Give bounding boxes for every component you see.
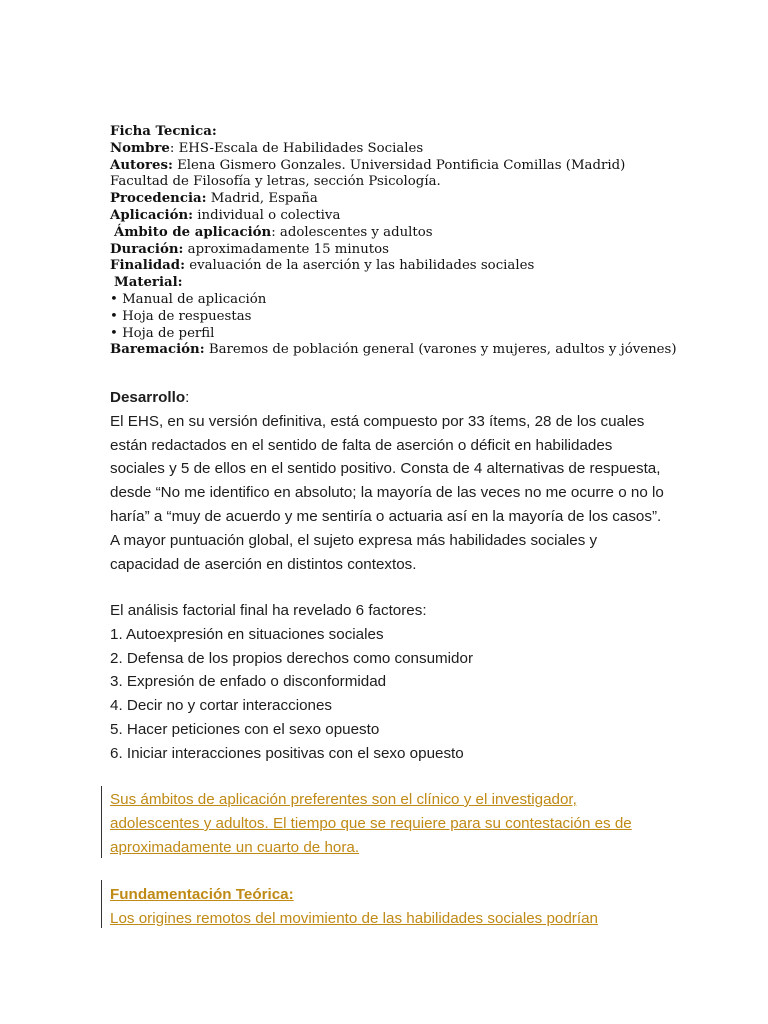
factor-item: 5. Hacer peticiones con el sexo opuesto <box>110 720 380 738</box>
factores-intro: El análisis factorial final ha revelado 6 factores: <box>110 602 427 619</box>
aplicacion-value: individual o colectiva <box>193 207 341 223</box>
material-item: • Hoja de respuestas <box>110 308 252 324</box>
baremacion-line <box>110 342 677 359</box>
fundamentacion-text: Los origines remotos del movimiento de las habilidades sociales podrían <box>110 909 598 927</box>
change-bar <box>101 786 102 858</box>
finalidad-label: Finalidad: <box>110 258 185 274</box>
procedencia-line <box>110 191 670 208</box>
autores-value: Elena Gismero Gonzales. Universidad Pontificia Comillas (Madrid) Facultad de Filosofía y letras, sección Psicología. <box>110 157 626 190</box>
aplicacion-label: Aplicación: <box>110 207 194 223</box>
material-item: • Hoja de perfil <box>110 325 215 341</box>
desarrollo-section <box>110 386 670 576</box>
duracion-line <box>110 242 670 259</box>
nombre-label: Nombre <box>110 140 170 156</box>
baremacion-label: Baremación: <box>110 342 205 358</box>
material-label: Material: <box>114 275 183 291</box>
change-bar <box>101 880 102 928</box>
ambitos-text: Sus ámbitos de aplicación preferentes son el clínico y el investigador, adolescentes y adultos. El tiempo que se requiere para su contestación es de aproximadamente un cuarto de hora. <box>110 791 632 856</box>
desarrollo-paragraph: El EHS, en su versión definitiva, está compuesto por 33 ítems, 28 de los cuales están redactados en el sentido de falta de aserción o déficit en habilidades sociales y 5 de ellos en el sentido positivo. Consta de 4 alternativas de respuesta, desde “No me identifico en absoluto; la mayoría de las veces no me ocurre o no lo haría” a “muy de acuerdo y me sentiría o actuaria así en la mayoría de los casos”. A mayor puntuación global, el sujeto expresa más habilidades sociales y capacidad de aserción en distintos contextos. <box>110 412 664 573</box>
autores-line <box>110 158 670 192</box>
finalidad-value: evaluación de la aserción y las habilidades sociales <box>185 258 535 274</box>
baremacion-value: Baremos de población general (varones y mujeres, adultos y jóvenes) <box>204 342 677 358</box>
nombre-line <box>110 141 670 158</box>
factor-item: 3. Expresión de enfado o disconformidad <box>110 673 387 691</box>
ficha-title-line <box>110 124 670 141</box>
desarrollo-colon: : <box>185 389 190 406</box>
ambitos-section <box>110 788 670 859</box>
material-line <box>110 275 670 292</box>
duracion-value: aproximadamente 15 minutos <box>183 241 389 257</box>
procedencia-value: Madrid, España <box>206 191 318 207</box>
duracion-label: Duración: <box>110 241 184 257</box>
ambito-label: Ámbito de aplicación <box>114 224 272 240</box>
desarrollo-heading <box>110 386 670 410</box>
fundamentacion-title: Fundamentación Teórica: <box>110 886 294 903</box>
ficha-tecnica <box>110 124 677 359</box>
autores-label: Autores: <box>110 157 173 173</box>
ambito-line <box>110 225 670 242</box>
fundamentacion-section <box>110 883 670 931</box>
aplicacion-line <box>110 208 670 225</box>
desarrollo-title: Desarrollo <box>110 389 186 406</box>
finalidad-line <box>110 258 670 275</box>
factor-item: 6. Iniciar interacciones positivas con el sexo opuesto <box>110 744 464 762</box>
ficha-title: Ficha Tecnica: <box>110 124 217 139</box>
procedencia-label: Procedencia: <box>110 191 207 207</box>
factores-section <box>110 599 670 766</box>
factor-item: 4. Decir no y cortar interacciones <box>110 697 332 715</box>
factor-item: 2. Defensa de los propios derechos como consumidor <box>110 649 474 667</box>
nombre-value: : EHS-Escala de Habilidades Sociales <box>169 140 424 156</box>
material-item: • Manual de aplicación <box>110 291 267 307</box>
factor-item: 1. Autoexpresión en situaciones sociales <box>110 625 384 643</box>
ambito-value: : adolescentes y adultos <box>271 224 433 240</box>
